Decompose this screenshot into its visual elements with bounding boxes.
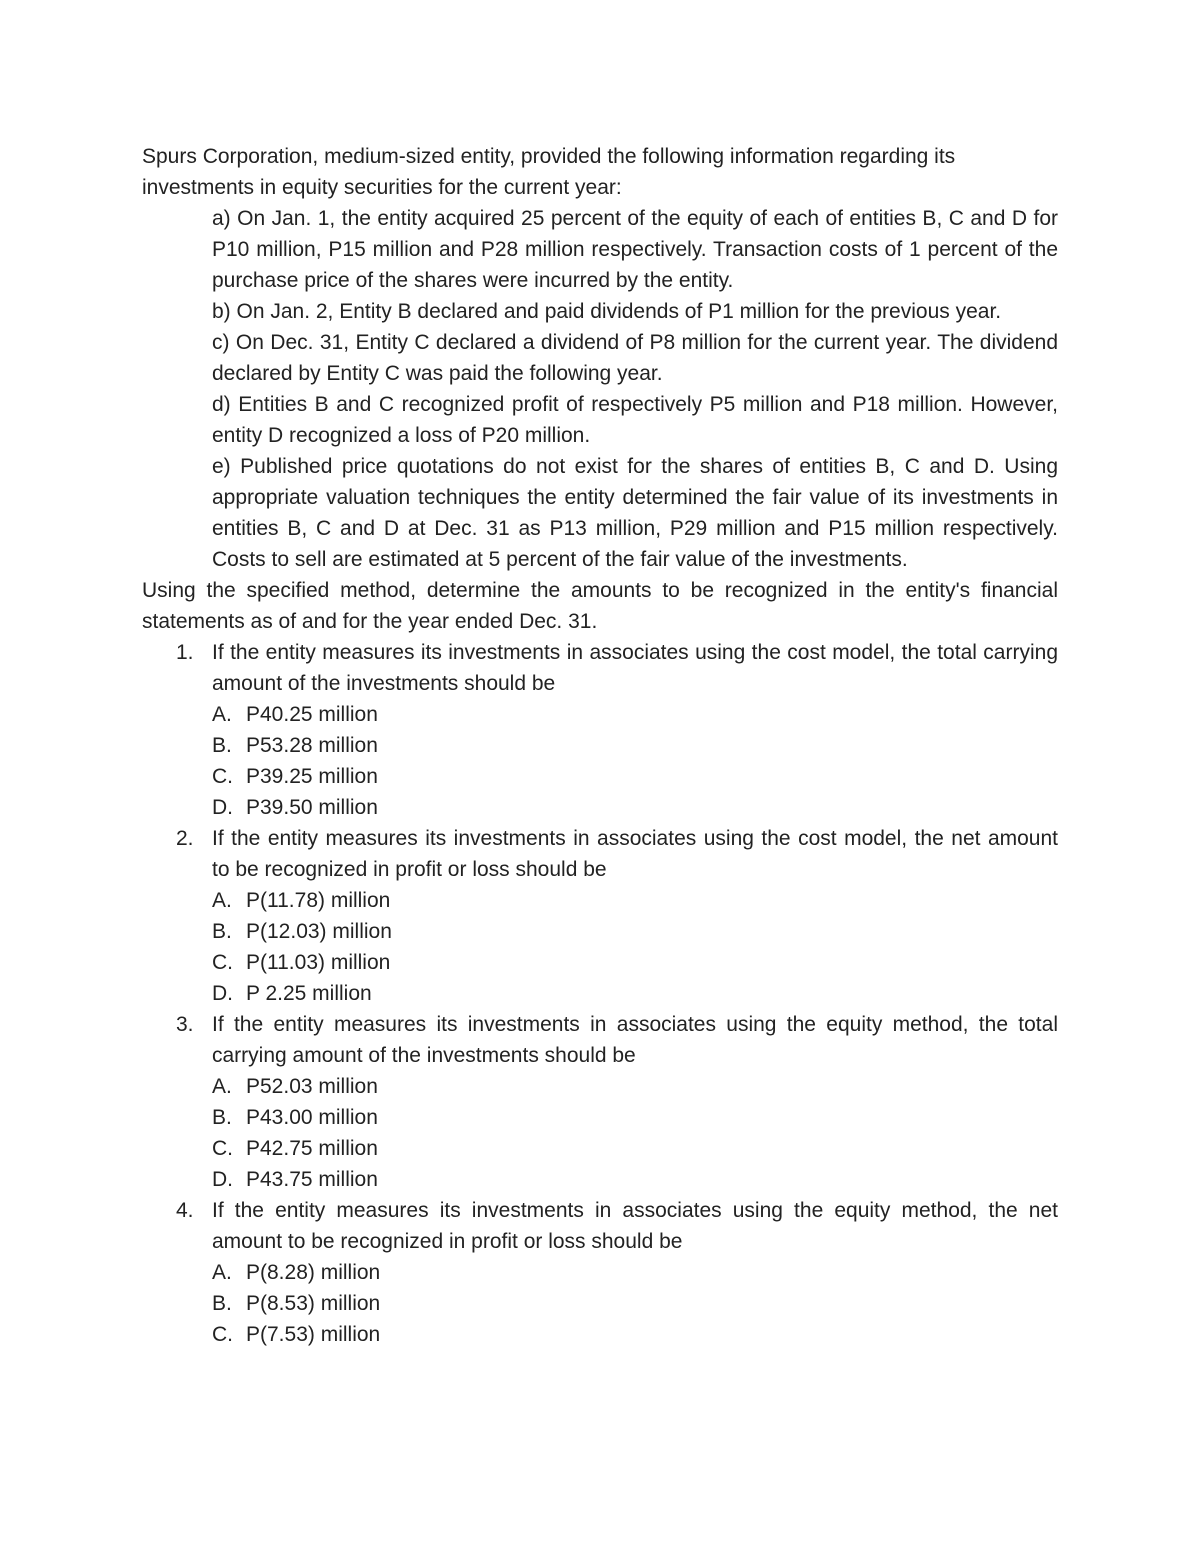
option-b <box>212 730 1058 761</box>
option-text: P42.75 million <box>246 1137 378 1160</box>
option-letter: C. <box>212 1137 233 1160</box>
option-c <box>212 947 1058 978</box>
option-text: P(7.53) million <box>246 1323 381 1346</box>
question-text: If the entity measures its investments in associates using the cost model, the net amount to be recognized in profit or loss should be <box>212 827 1058 881</box>
question-4 <box>142 1195 1058 1350</box>
fact-d: d) Entities B and C recognized profit of respectively P5 million and P18 million. However, entity D recognized a loss of P20 million. <box>212 393 1058 447</box>
option-c <box>212 1319 1058 1350</box>
option-letter: C. <box>212 1323 233 1346</box>
question-2 <box>142 823 1058 1009</box>
option-c <box>212 761 1058 792</box>
option-letter: D. <box>212 1168 233 1191</box>
question-1 <box>142 637 1058 823</box>
option-letter: D. <box>212 982 233 1005</box>
option-text: P39.25 million <box>246 765 378 788</box>
option-text: P(12.03) million <box>246 920 392 943</box>
option-text: P 2.25 million <box>246 982 372 1005</box>
option-letter: D. <box>212 796 233 819</box>
instruction-paragraph: Using the specified method, determine the amounts to be recognized in the entity's financial statements as of and for the year ended Dec. 31. <box>142 579 1058 633</box>
option-c <box>212 1133 1058 1164</box>
option-letter: A. <box>212 1075 232 1098</box>
option-letter: B. <box>212 1106 232 1129</box>
option-d <box>212 978 1058 1009</box>
questions-list <box>142 637 1058 1350</box>
option-a <box>212 1071 1058 1102</box>
question-number: 3. <box>176 1013 194 1036</box>
question-text: If the entity measures its investments in associates using the equity method, the total carrying amount of the investments should be <box>212 1013 1058 1067</box>
facts-list <box>142 203 1058 575</box>
option-d <box>212 792 1058 823</box>
option-text: P39.50 million <box>246 796 378 819</box>
option-letter: A. <box>212 1261 232 1284</box>
option-b <box>212 916 1058 947</box>
question-text: If the entity measures its investments in associates using the equity method, the net amount to be recognized in profit or loss should be <box>212 1199 1058 1253</box>
option-text: P43.00 million <box>246 1106 378 1129</box>
option-text: P40.25 million <box>246 703 378 726</box>
question-text: If the entity measures its investments in associates using the cost model, the total carrying amount of the investments should be <box>212 641 1058 695</box>
option-text: P53.28 million <box>246 734 378 757</box>
option-b <box>212 1102 1058 1133</box>
option-text: P(11.03) million <box>246 951 391 974</box>
option-letter: A. <box>212 889 232 912</box>
fact-c: c) On Dec. 31, Entity C declared a dividend of P8 million for the current year. The dividend declared by Entity C was paid the following year. <box>212 331 1058 385</box>
option-text: P(8.53) million <box>246 1292 381 1315</box>
question-number: 2. <box>176 827 194 850</box>
intro-paragraph: Spurs Corporation, medium-sized entity, provided the following information regarding its investments in equity securities for the current year: <box>142 145 956 199</box>
option-text: P43.75 million <box>246 1168 378 1191</box>
option-text: P52.03 million <box>246 1075 378 1098</box>
fact-e: e) Published price quotations do not exist for the shares of entities B, C and D. Using appropriate valuation techniques the entity determined the fair value of its investments in entities B, C and D at Dec. 31 as P13 million, P29 million and P15 million respectively. Costs to sell are estimated at 5 percent of the fair value of the investments. <box>212 455 1058 571</box>
option-letter: B. <box>212 1292 232 1315</box>
fact-a: a) On Jan. 1, the entity acquired 25 percent of the equity of each of entities B, C and D for P10 million, P15 million and P28 million respectively. Transaction costs of 1 percent of the purchase price of the shares were incurred by the entity. <box>212 207 1058 292</box>
option-letter: C. <box>212 765 233 788</box>
option-letter: B. <box>212 734 232 757</box>
option-a <box>212 699 1058 730</box>
question-3 <box>142 1009 1058 1195</box>
option-letter: C. <box>212 951 233 974</box>
option-d <box>212 1164 1058 1195</box>
fact-b: b) On Jan. 2, Entity B declared and paid dividends of P1 million for the previous year. <box>212 300 1002 323</box>
option-a <box>212 885 1058 916</box>
document-page <box>142 141 1058 1350</box>
option-a <box>212 1257 1058 1288</box>
option-letter: A. <box>212 703 232 726</box>
question-number: 4. <box>176 1199 194 1222</box>
option-letter: B. <box>212 920 232 943</box>
option-text: P(8.28) million <box>246 1261 381 1284</box>
option-text: P(11.78) million <box>246 889 391 912</box>
option-b <box>212 1288 1058 1319</box>
question-number: 1. <box>176 641 194 664</box>
